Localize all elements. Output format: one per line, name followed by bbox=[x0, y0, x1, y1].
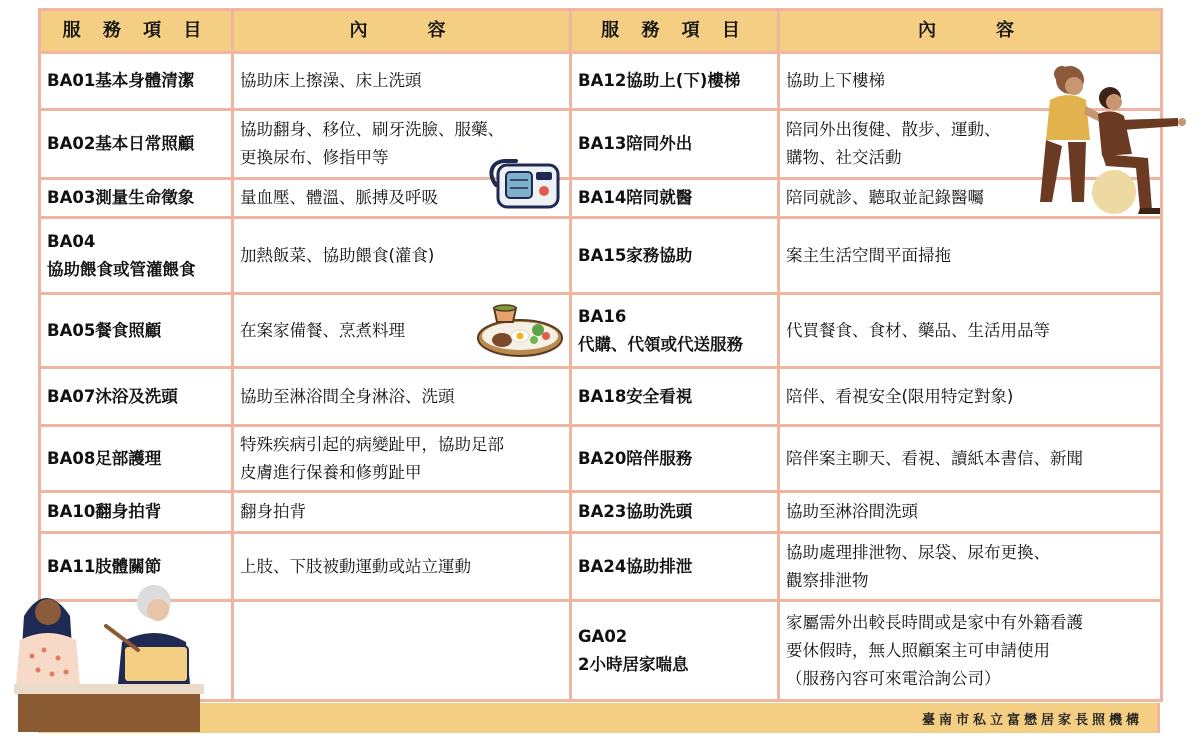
service-code-cell: GA02 2小時居家喘息 bbox=[571, 601, 779, 701]
table-row bbox=[40, 492, 1162, 533]
service-desc-cell: 陪同外出復健、散步、運動、 購物、社交活動 bbox=[779, 110, 1162, 179]
header-row bbox=[40, 10, 1162, 53]
service-desc-cell: 協助翻身、移位、刷牙洗臉、服藥、 更換尿布、修指甲等 bbox=[233, 110, 571, 179]
service-desc-cell: 代買餐食、食材、藥品、生活用品等 bbox=[779, 294, 1162, 368]
service-desc-cell: 家屬需外出較長時間或是家中有外籍看護 要休假時，無人照顧案主可申請使用 （服務內容可來電洽詢公司） bbox=[779, 601, 1162, 701]
table-row bbox=[40, 179, 1162, 218]
table-row bbox=[40, 368, 1162, 426]
meal-plate-icon bbox=[476, 296, 564, 358]
service-code-cell: BA10翻身拍背 bbox=[40, 492, 233, 533]
service-desc-cell: 協助床上擦澡、床上洗頭 bbox=[233, 53, 571, 110]
service-code-cell: BA04 協助餵食或管灌餵食 bbox=[40, 218, 233, 294]
service-desc-cell: 上肢、下肢被動運動或站立運動 bbox=[233, 533, 571, 601]
service-desc-cell: 特殊疾病引起的病變趾甲，協助足部 皮膚進行保養和修剪趾甲 bbox=[233, 426, 571, 492]
service-code-cell: BA13陪同外出 bbox=[571, 110, 779, 179]
service-code-cell: BA15家務協助 bbox=[571, 218, 779, 294]
table-row bbox=[40, 294, 1162, 368]
service-desc-cell: 加熱飯菜、協助餵食(灌食) bbox=[233, 218, 571, 294]
table-row bbox=[40, 53, 1162, 110]
service-desc-cell: 協助處理排泄物、尿袋、尿布更換、 觀察排泄物 bbox=[779, 533, 1162, 601]
service-code-cell: BA20陪伴服務 bbox=[571, 426, 779, 492]
service-desc-cell: 案主生活空間平面掃拖 bbox=[779, 218, 1162, 294]
service-code-cell: BA18安全看視 bbox=[571, 368, 779, 426]
service-code-cell: BA08足部護理 bbox=[40, 426, 233, 492]
table-row bbox=[40, 218, 1162, 294]
organization-name: 臺南市私立富懋居家長照機構 bbox=[921, 713, 1143, 728]
service-desc-cell: 協助至淋浴間洗頭 bbox=[779, 492, 1162, 533]
service-desc-cell: 翻身拍背 bbox=[233, 492, 571, 533]
blood-pressure-monitor-icon bbox=[486, 155, 562, 211]
service-code-cell: BA11肢體關節 bbox=[40, 533, 233, 601]
service-code-cell: BA01基本身體清潔 bbox=[40, 53, 233, 110]
service-code-cell: BA02基本日常照顧 bbox=[40, 110, 233, 179]
header-service-item-left: 服 務 項 目 bbox=[40, 10, 233, 53]
service-desc-cell: 在案家備餐、烹煮料理 bbox=[233, 294, 571, 368]
service-desc-cell: 陪伴案主聊天、看視、讀紙本書信、新聞 bbox=[779, 426, 1162, 492]
service-desc-cell: 陪同就診、聽取並記錄醫囑 bbox=[779, 179, 1162, 218]
table-row bbox=[40, 426, 1162, 492]
service-code-cell: BA12協助上(下)樓梯 bbox=[571, 53, 779, 110]
service-code-cell: BA24協助排泄 bbox=[571, 533, 779, 601]
service-code-cell: BA03測量生命徵象 bbox=[40, 179, 233, 218]
service-table bbox=[38, 8, 1163, 702]
service-code-cell: BA07沐浴及洗頭 bbox=[40, 368, 233, 426]
service-code-cell: BA16 代購、代領或代送服務 bbox=[571, 294, 779, 368]
service-desc-cell: 協助上下樓梯 bbox=[779, 53, 1162, 110]
table-row bbox=[40, 110, 1162, 179]
header-service-item-right: 服 務 項 目 bbox=[571, 10, 779, 53]
service-desc-cell bbox=[233, 601, 571, 701]
footer-bar bbox=[38, 703, 1160, 733]
service-desc-cell: 協助至淋浴間全身淋浴、洗頭 bbox=[233, 368, 571, 426]
caregiver-cooking-illustration bbox=[14, 580, 204, 732]
service-code-cell: BA05餐食照顧 bbox=[40, 294, 233, 368]
header-content-right: 內 容 bbox=[779, 10, 1162, 53]
header-content-left: 內 容 bbox=[233, 10, 571, 53]
service-desc-cell: 陪伴、看視安全(限用特定對象) bbox=[779, 368, 1162, 426]
service-desc-cell: 量血壓、體溫、脈搏及呼吸 bbox=[233, 179, 571, 218]
service-code-cell: BA23協助洗頭 bbox=[571, 492, 779, 533]
table-row bbox=[40, 601, 1162, 701]
service-code-cell: BA14陪同就醫 bbox=[571, 179, 779, 218]
table-row bbox=[40, 533, 1162, 601]
caregiver-exercise-illustration bbox=[1028, 62, 1190, 217]
